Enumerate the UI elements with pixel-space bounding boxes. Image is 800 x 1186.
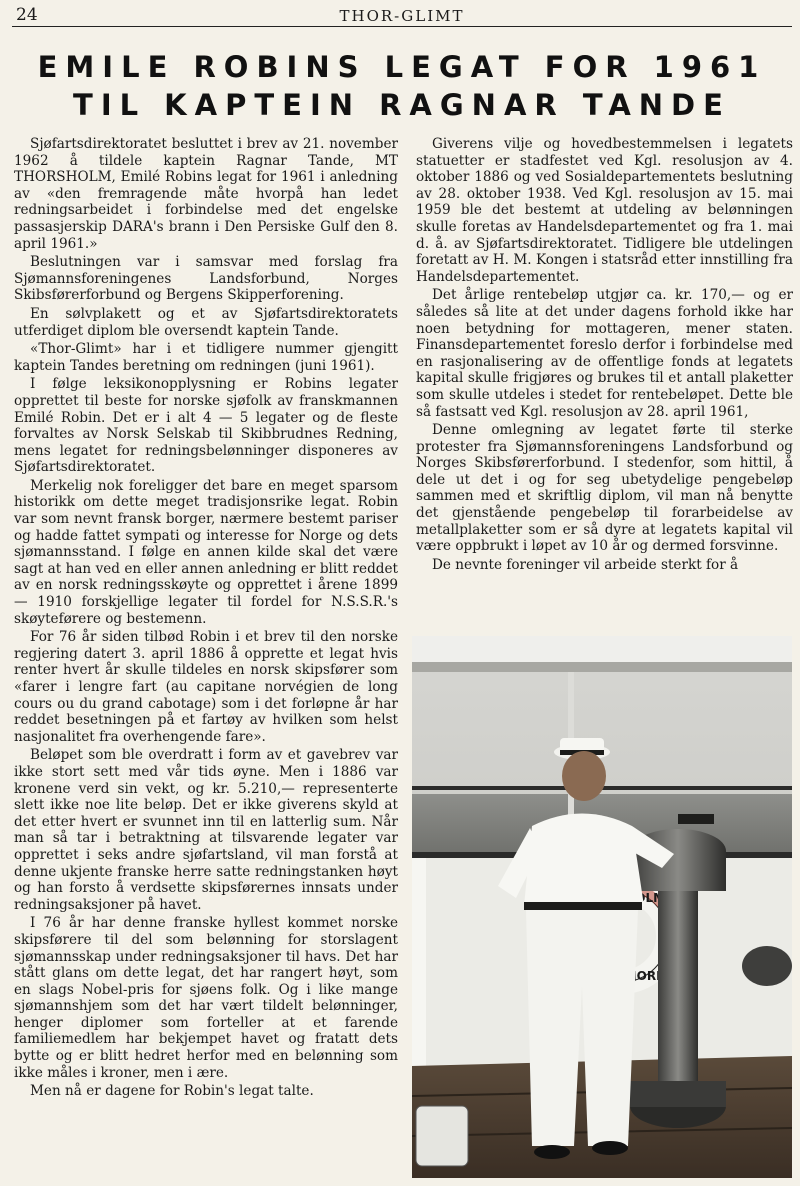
- right-column: [416, 136, 793, 575]
- article-title-line1: EMILE ROBINS LEGAT FOR 1961: [37, 50, 767, 84]
- paragraph: «Thor-Glimt» har i et tidligere nummer gjengitt kaptein Tandes beretning om redningen (juni 1961).: [14, 341, 398, 374]
- paragraph: Giverens vilje og hovedbestemmelsen i legatets statuetter er stadfestet ved Kgl. resolusjon av 4. oktober 1886 og ved Sosialdepartementets beslutning av 28. oktober 1938. Ved Kgl. resolusjon av 15. mai 1959 ble det bestemt at utdeling av belønningen skulle foretas av Handelsdepartementet og fra 1. mai d. å. av Sjøfartsdirektoratet. Tidligere ble utdelingen foretatt av H. M. Kongen i statsråd etter innstilling fra Handelsdepartementet.: [416, 136, 793, 285]
- paragraph: Denne omlegning av legatet førte til sterke protester fra Sjømannsforeningens Landsforbund og Norges Skibsførerforbund. I stedenfor, som hittil, å dele ut det i og for seg ubetydelige pengebeløp sammen med et skriftlig diplom, vil man nå benytte det gjenstående pengebeløp til forarbeidelse av metallplaketter som er så dyre at legatets kapital vil være oppbrukt i løpet av 10 år og dermed forsvinne.: [416, 422, 793, 555]
- page-header: [12, 4, 792, 27]
- article-title-line2: TIL KAPTEIN RAGNAR TANDE: [73, 88, 731, 122]
- page-number: 24: [16, 5, 38, 25]
- left-column: [14, 136, 398, 1102]
- paragraph: Beløpet som ble overdratt i form av et gavebrev var ikke stort sett med vår tids øyne. Men i 1886 var kronene verd sin vekt, og kr. 5.210,— representerte slett ikke noe lite beløp. Det er ikke giverens skyld at det etter hvert er svunnet inn til en latterlig sum. Når man så tar i betraktning at tilsvarende legater var opprettet i seks andre sjøfartsland, vil man forstå at denne ukjente franske herre satte redningstanken høyt og han forsto å verdsette skipsførernes innsats under redningsaksjoner på havet.: [14, 747, 398, 913]
- paragraph: En sølvplakett og et av Sjøfartsdirektoratets utferdiget diplom ble oversendt kaptein Tande.: [14, 305, 398, 339]
- paragraph: I 76 år har denne franske hyllest kommet norske skipsførere til del som belønning for storslagent sjømannsskap under redningsaksjoner til havs. Det har stått glans om dette legat, det har rangert høyt, som en slags Nobel-pris for sjøens folk. Og i like mange sjømannshjem som det har vært tildelt belønninger, henger diplomer som forteller at et farende familiemedlem har bekjempet havet og fratatt dets bytte og er blitt hedret herfor med en belønning som ikke måles i kroner, men i ære.: [14, 915, 398, 1081]
- photo-illustration: [412, 636, 792, 1178]
- captain-photo: [412, 636, 792, 1178]
- paragraph: Men nå er dagene for Robin's legat talte.: [30, 1083, 314, 1100]
- paragraph: Sjøfartsdirektoratet besluttet i brev av 21. november 1962 å tildele kaptein Ragnar Tande, MT THORSHOLM, Emilé Robins legat for 1961 i anledning av «den fremragende måte hvorpå han ledet redningsarbeidet i forbindelse med det engelske passasjerskip DARA's brann i Den Persiske Gulf den 8. april 1961.»: [14, 136, 398, 252]
- magazine-title: THOR-GLIMT: [339, 7, 465, 25]
- paragraph: Beslutningen var i samsvar med forslag fra Sjømannsforeningenes Landsforbund, Norges Skibsførerforbund og Bergens Skipperforening.: [14, 254, 398, 304]
- paragraph: Merkelig nok foreligger det bare en meget sparsom historikk om dette meget tradisjonsrike legat. Robin var som nevnt fransk borger, nærmere bestemt pariser og hadde fattet sympati og interesse for Norge og dets sjømannsstand. I følge en annen kilde skal det være sagt at han ved en eller annen anledning er blitt reddet av en norsk redningsskøyte og opprettet i årene 1899 — 1910 forskjellige legater til fordel for N.S.S.R.'s skøyteførere og bestemenn.: [14, 477, 398, 627]
- paragraph: De nevnte foreninger vil arbeide sterkt for å: [432, 556, 739, 573]
- paragraph: I følge leksikonopplysning er Robins legater opprettet til beste for norske sjøfolk av franskmannen Emilé Robin. Det er i alt 4 — 5 legater og de fleste forvaltes av Norsk Selskab til Skibbrudnes Redning, mens legatet for redningsbelønninger disponeres av Sjøfartsdirektoratet.: [14, 376, 398, 476]
- paragraph: For 76 år siden tilbød Robin i et brev til den norske regjering datert 3. april 1886 å opprette et legat hvis renter hvert år skulle tildeles en norsk skipsfører som «farer i lengre fart (au capitane norvégien de long cours ou du grand cabotage) som i det forløpne år har reddet besetningen på et fartøy av hvilken som helst nasjonalitet fra overhengende fare».: [14, 629, 398, 745]
- paragraph: Det årlige rentebeløp utgjør ca. kr. 170,— og er således så lite at det under dagens forhold ikke har noen betydning for mottageren, mener staten. Finansdepartementet foreslo derfor i forbindelse med en rasjonalisering av de offentlige fonds at legatets kapital skulle frigjøres og brukes til et antall plaketter som skulle utdeles i stedet for rentebeløpet. Dette ble så fastsatt ved Kgl. resolusjon av 28. april 1961,: [416, 287, 793, 420]
